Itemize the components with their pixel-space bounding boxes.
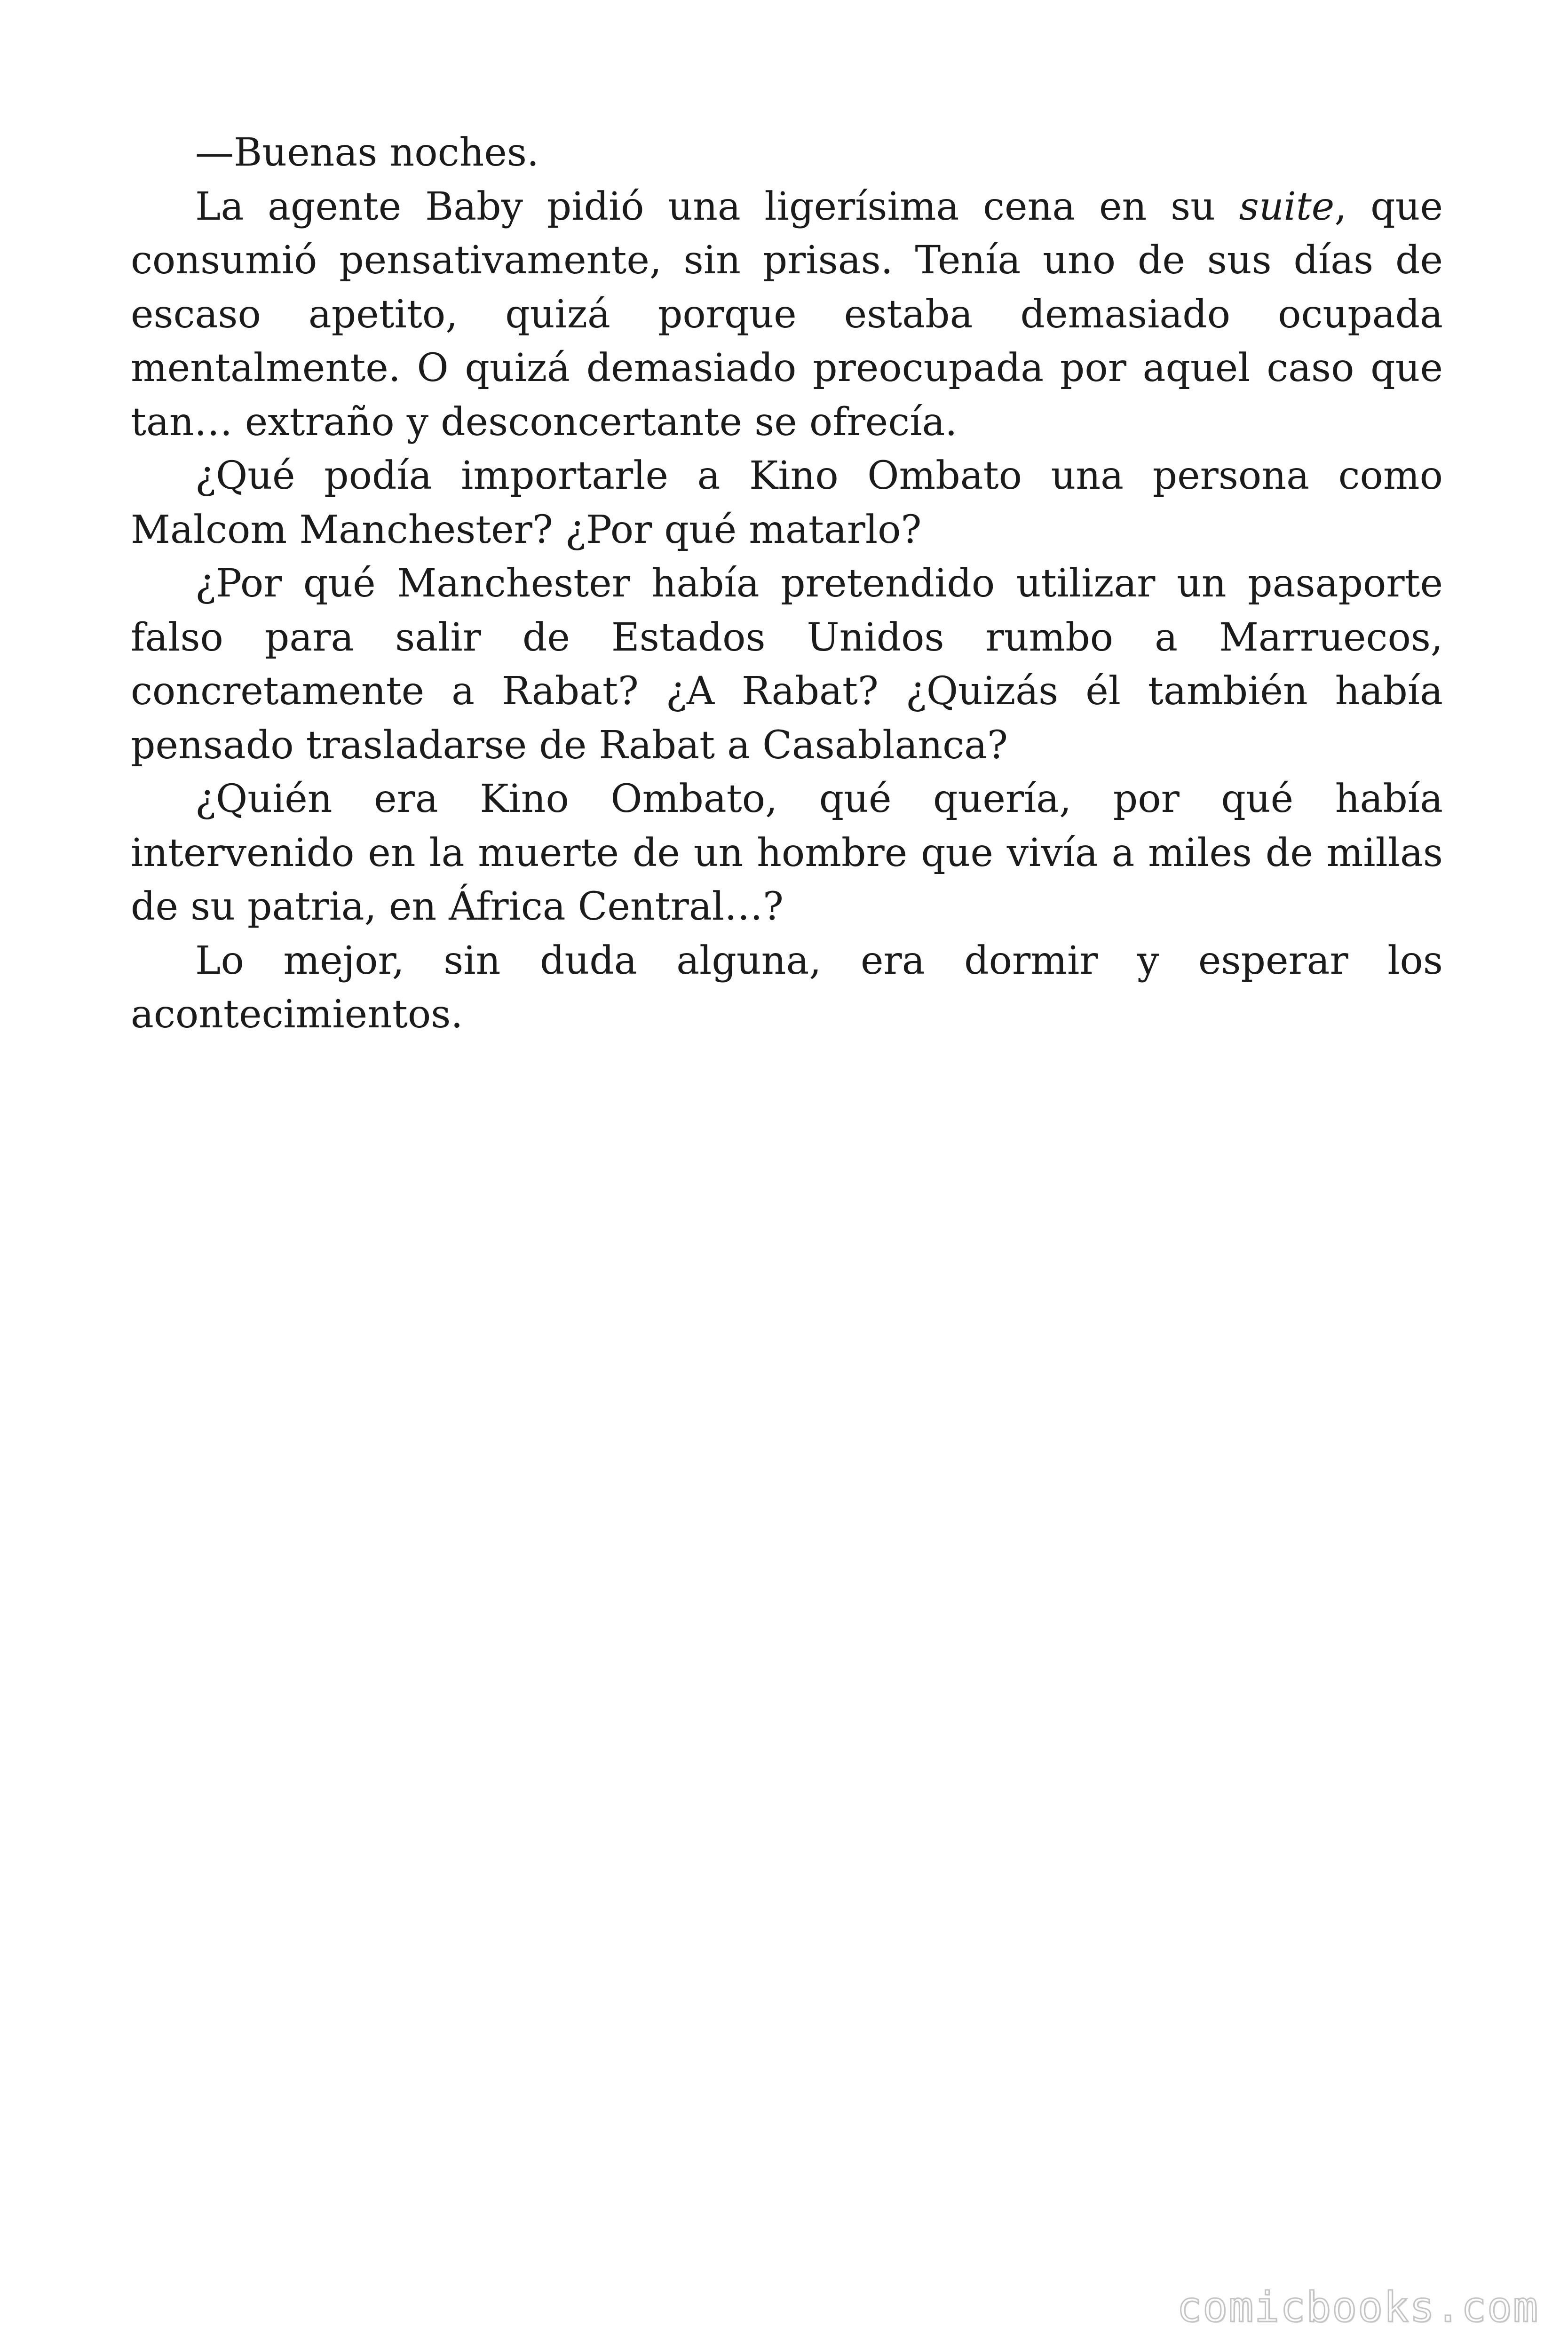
body-text	[131, 126, 1443, 1042]
italic-word: suite	[1239, 184, 1335, 229]
paragraph-1: —Buenas noches.	[195, 130, 539, 175]
paragraph-3: ¿Qué podía importarle a Kino Ombato una persona como Malcom Manchester? ¿Por qué matarlo?	[131, 453, 1443, 552]
paragraph-5: ¿Quién era Kino Ombato, qué quería, por qué había intervenido en la muerte de un hombre que vivía a miles de millas de su patria, en África Central…?	[131, 777, 1443, 929]
watermark: comicbooks.com	[1177, 2283, 1539, 2331]
paragraph-4: ¿Por qué Manchester había pretendido utilizar un pasaporte falso para salir de Estados Unidos rumbo a Marruecos, concretamente a Rabat? ¿A Rabat? ¿Quizás él también había pensado trasladarse de Rabat a Casablanca?	[131, 561, 1443, 768]
paragraph-6: Lo mejor, sin duda alguna, era dormir y esperar los acontecimientos.	[131, 938, 1443, 1037]
paragraph-2: La agente Baby pidió una ligerísima cena en su suite, que consumió pensativamente, sin prisas. Tenía uno de sus días de escaso apetito, quizá porque estaba demasiado ocupada mentalmente. O quizá demasiado preocupada por aquel caso que tan… extraño y desconcertante se ofrecía.	[131, 184, 1443, 445]
